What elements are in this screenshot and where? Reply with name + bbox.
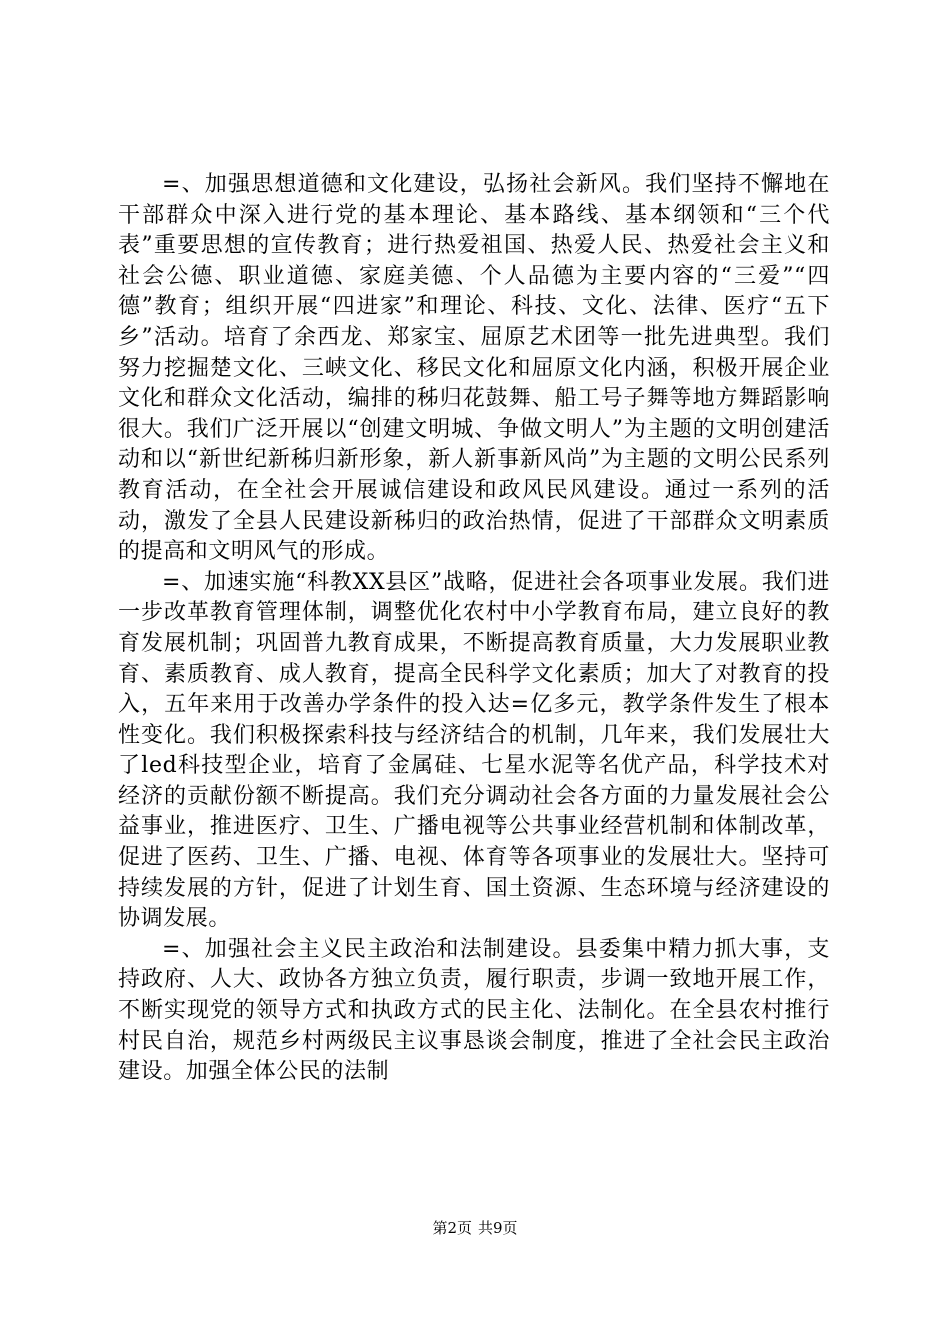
page-footer: [0, 1218, 950, 1238]
document-body: [118, 170, 830, 1088]
paragraph-democracy-law: =、加强社会主义民主政治和法制建设。县委集中精力抓大事，支持政府、人大、政协各方独立负责，履行职责，步调一致地开展工作，不断实现党的领导方式和执政方式的民主化、法制化。在全县农村推行村民自治，规范乡村两级民主议事恳谈会制度，推进了全社会民主政治建设。加强全体公民的法制: [118, 936, 830, 1085]
paragraph-science-education: =、加速实施“科教XX县区”战略，促进社会各项事业发展。我们进一步改革教育管理体制，调整优化农村中小学教育布局，建立良好的教育发展机制；巩固普九教育成果，不断提高教育质量，大力发展职业教育、素质教育、成人教育，提高全民科学文化素质；加大了对教育的投入，五年来用于改善办学条件的投入达=亿多元，教学条件发生了根本性变化。我们积极探索科技与经济结合的机制，几年来，我们发展壮大了led科技型企业，培育了金属硅、七星水泥等名优产品，科学技术对经济的贡献份额不断提高。我们充分调动社会各方面的力量发展社会公益事业，推进医疗、卫生、广播电视等公共事业经营机制和体制改革，促进了医药、卫生、广播、电视、体育等各项事业的发展壮大。坚持可持续发展的方针，促进了计划生育、国土资源、生态环境与经济建设的协调发展。: [118, 569, 830, 932]
page-total: 共9页: [478, 1219, 518, 1237]
paragraph-ideology-culture: =、加强思想道德和文化建设，弘扬社会新风。我们坚持不懈地在干部群众中深入进行党的基本理论、基本路线、基本纲领和“三个代表”重要思想的宣传教育；进行热爱祖国、热爱人民、热爱社会主义和社会公德、职业道德、家庭美德、个人品德为主要内容的“三爱”“四德”教育；组织开展“四进家”和理论、科技、文化、法律、医疗“五下乡”活动。培育了余西龙、郑家宝、屈原艺术团等一批先进典型。我们努力挖掘楚文化、三峡文化、移民文化和屈原文化内涵，积极开展企业文化和群众文化活动，编排的秭归花鼓舞、船工号子舞等地方舞蹈影响很大。我们广泛开展以“创建文明城、争做文明人”为主题的文明创建活动和以“新世纪新秭归新形象，新人新事新风尚”为主题的文明公民系列教育活动，在全社会开展诚信建设和政风民风建设。通过一系列的活动，激发了全县人民建设新秭归的政治热情，促进了干部群众文明素质的提高和文明风气的形成。: [118, 172, 830, 565]
page-number: 第2页: [432, 1219, 472, 1237]
